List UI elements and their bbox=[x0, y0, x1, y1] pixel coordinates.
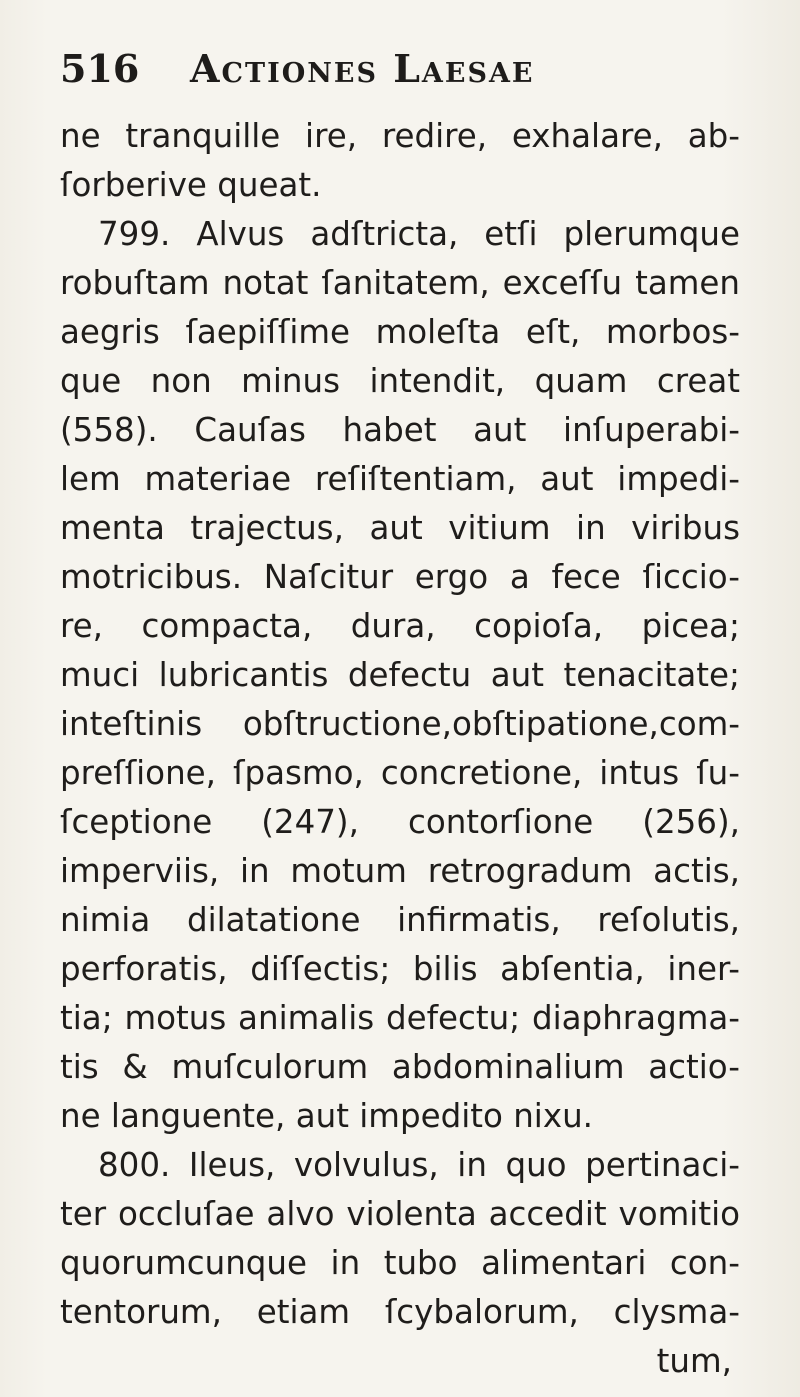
page-header bbox=[60, 38, 700, 98]
text-line: 800. Ileus, volvulus, in quo pertinaci- bbox=[98, 1146, 740, 1184]
text-line: inteſtinis obſtructione,obſtipatione,com- bbox=[60, 705, 740, 743]
text-line: ne languente, aut impedito nixu. bbox=[60, 1097, 593, 1135]
text-line: (558). Cauſas habet aut inſuperabi- bbox=[60, 411, 740, 449]
text-line: muci lubricantis defectu aut tenacitate; bbox=[60, 656, 740, 694]
text-line: preſſione, ſpasmo, concretione, intus ſu- bbox=[60, 754, 740, 792]
running-head: Actiones Laesae bbox=[190, 46, 535, 91]
text-line: tentorum, etiam ſcybalorum, clysma- bbox=[60, 1293, 740, 1331]
text-line: ſceptione (247), contorſione (256), bbox=[60, 803, 740, 841]
text-line: ne tranquille ire, redire, exhalare, ab- bbox=[60, 117, 740, 155]
text-line: imperviis, in motum retrogradum actis, bbox=[60, 852, 740, 890]
text-line: 799. Alvus adſtricta, etſi plerumque bbox=[98, 215, 740, 253]
text-line: tis & muſculorum abdominalium actio- bbox=[60, 1048, 740, 1086]
text-line: motricibus. Naſcitur ergo a fece ſiccio- bbox=[60, 558, 740, 596]
text-line: re, compacta, dura, copioſa, picea; bbox=[60, 607, 740, 645]
text-line: tum, bbox=[656, 1342, 732, 1380]
text-line: tia; motus animalis defectu; diaphragma- bbox=[60, 999, 740, 1037]
text-line: menta trajectus, aut vitium in viribus bbox=[60, 509, 740, 547]
text-line: nimia dilatatione infirmatis, reſolutis, bbox=[60, 901, 740, 939]
body-text bbox=[60, 112, 740, 1386]
text-line: que non minus intendit, quam creat bbox=[60, 362, 740, 400]
text-line: ſorberive queat. bbox=[60, 166, 322, 204]
text-line: lem materiae reſiſtentiam, aut impedi- bbox=[60, 460, 740, 498]
text-line: perforatis, diſſectis; bilis abſentia, iner- bbox=[60, 950, 740, 988]
text-line: quorumcunque in tubo alimentari con- bbox=[60, 1244, 740, 1282]
text-line: aegris ſaepiſſime moleſta eſt, morbos- bbox=[60, 313, 740, 351]
text-line: robuſtam notat ſanitatem, exceſſu tamen bbox=[60, 264, 740, 302]
text-line: ter occluſae alvo violenta accedit vomitio bbox=[60, 1195, 740, 1233]
page-number: 516 bbox=[60, 46, 140, 91]
